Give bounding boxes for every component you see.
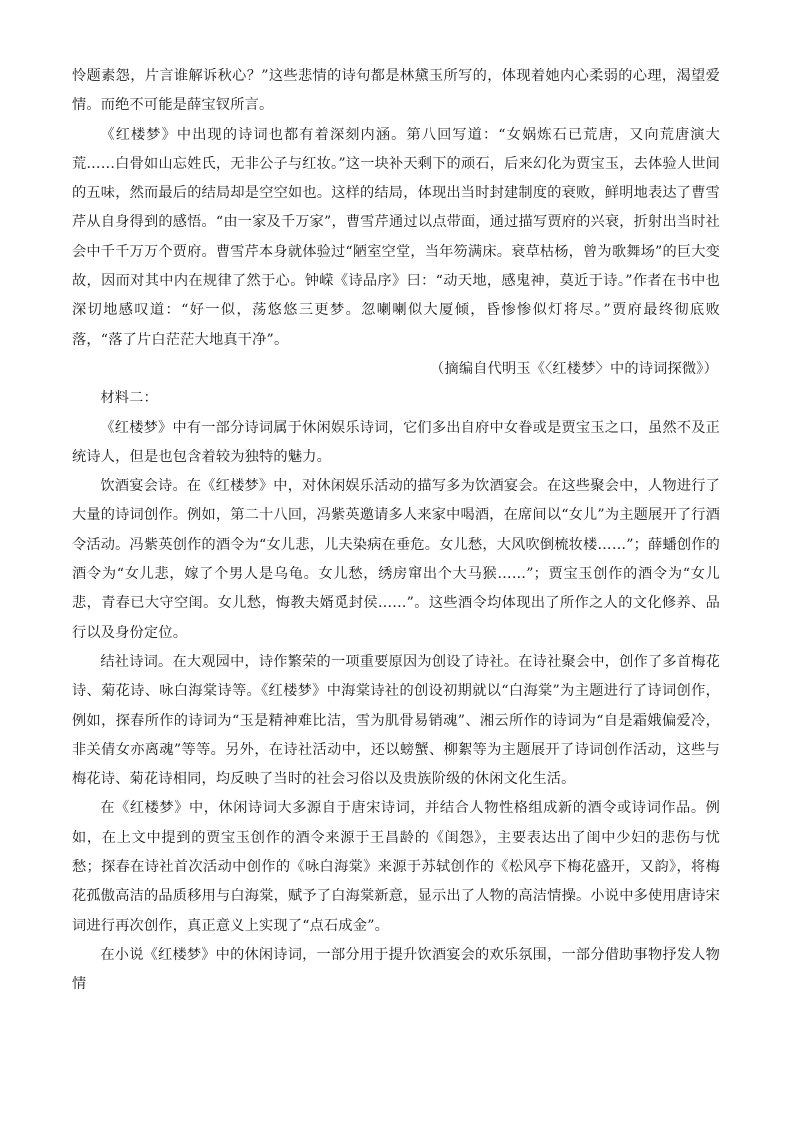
paragraph-continued-poem-analysis: 怜题素怨，片言谁解诉秋心？”这些悲情的诗句都是林黛玉所写的，体现着她内心柔弱的心理，渴望爱情。而绝不可能是薛宝钗所言。 [72, 68, 720, 114]
paragraph-poetry-club-poems: 结社诗词。在大观园中，诗作繁荣的一项重要原因为创设了诗社。在诗社聚会中，创作了多首梅花诗、菊花诗、咏白海棠诗等。《红楼梦》中海棠诗社的创设初期就以“白海棠”为主题进行了诗词创作，例如，探春所作的诗词为“玉是精神难比洁，雪为肌骨易销魂”、湘云所作的诗词为“自是霜娥偏爱冷，非关倩女亦离魂”等等。另外，在诗社活动中，还以螃蟹、柳絮等为主题展开了诗词创作活动，这些与梅花诗、菊花诗相同，均反映了当时的社会习俗以及贵族阶级的休闲文化生活。 [72, 653, 720, 788]
paragraph-tang-song-origins: 在《红楼梦》中，休闲诗词大多源自于唐宋诗词，并结合人物性格组成新的酒令或诗词作品。例如，在上文中提到的贾宝玉创作的酒令来源于王昌龄的《闺怨》，主要表达出了闺中少妇的悲伤与忧愁；探春在诗社首次活动中创作的《咏白海棠》来源于苏轼创作的《松风亭下梅花盛开，又韵》，将梅花孤傲高洁的品质移用与白海棠，赋予了白海棠新意，显示出了人物的高洁情操。小说中多使用唐诗宋词进行再次创作，真正意义上实现了“点石成金”。 [72, 800, 720, 934]
paragraph-poetry-connotation: 《红楼梦》中出现的诗词也都有着深刻内涵。第八回写道：“女娲炼石已荒唐，又向荒唐演大荒……白骨如山忘姓氏，无非公子与红妆。”这一块补天剩下的顽石，后来幻化为贾宝玉，去体验人世间的五味，然而最后的结局却是空空如也。这样的结局，体现出当时封建制度的衰败，鲜明地表达了曹雪芹从自身得到的感悟。“由一家及千万家”，曹雪芹通过以点带面，通过描写贾府的兴衰，折射出当时社会中千千万万个贾府。曹雪芹本身就体验过“陋室空堂，当年笏满床。衰草枯杨，曾为歌舞场”的巨大变故，因而对其中内在规律了然于心。钟嵘《诗品序》曰：“动天地，感鬼神，莫近于诗。”作者在书中也深切地感叹道：“好一似，荡悠悠三更梦。忽喇喇似大厦倾，昏惨惨似灯将尽。”贾府最终彻底败落，“落了片白茫茫大地真干净”。 [72, 126, 720, 348]
document-body [72, 62, 720, 1000]
paragraph-drinking-party-poems: 饮酒宴会诗。在《红楼梦》中，对休闲娱乐活动的描写多为饮酒宴会。在这些聚会中，人物进行了大量的诗词创作。例如，第二十八回，冯紫英邀请多人来家中喝酒，在席间以“女儿”为主题展开了行酒令活动。冯紫英创作的酒令为“女儿悲，儿夫染病在垂危。女儿愁，大风吹倒梳妆楼……”；薛蟠创作的酒令为“女儿悲，嫁了个男人是乌龟。女儿愁，绣房窜出个大马猴……”；贾宝玉创作的酒令为“女儿悲，青春已大守空闺。女儿愁，悔教夫婿觅封侯……”。这些酒令均体现出了所作之人的文化修养、品行以及身份定位。 [72, 478, 720, 641]
section-heading-material-two: 材料二： [100, 390, 158, 407]
paragraph-leisure-poetry-function: 在小说《红楼梦》中的休闲诗词，一部分用于提升饮酒宴会的欢乐氛围，一部分借助事物抒发人物情 [72, 946, 720, 993]
paragraph-leisure-poetry-intro: 《红楼梦》中有一部分诗词属于休闲娱乐诗词，它们多出自府中女眷或是贾宝玉之口，虽然不及正统诗人，但是也包含着较为独特的魅力。 [72, 419, 720, 465]
source-citation: （摘编自代明玉《〈红楼梦〉中的诗词探微》） [430, 360, 718, 377]
